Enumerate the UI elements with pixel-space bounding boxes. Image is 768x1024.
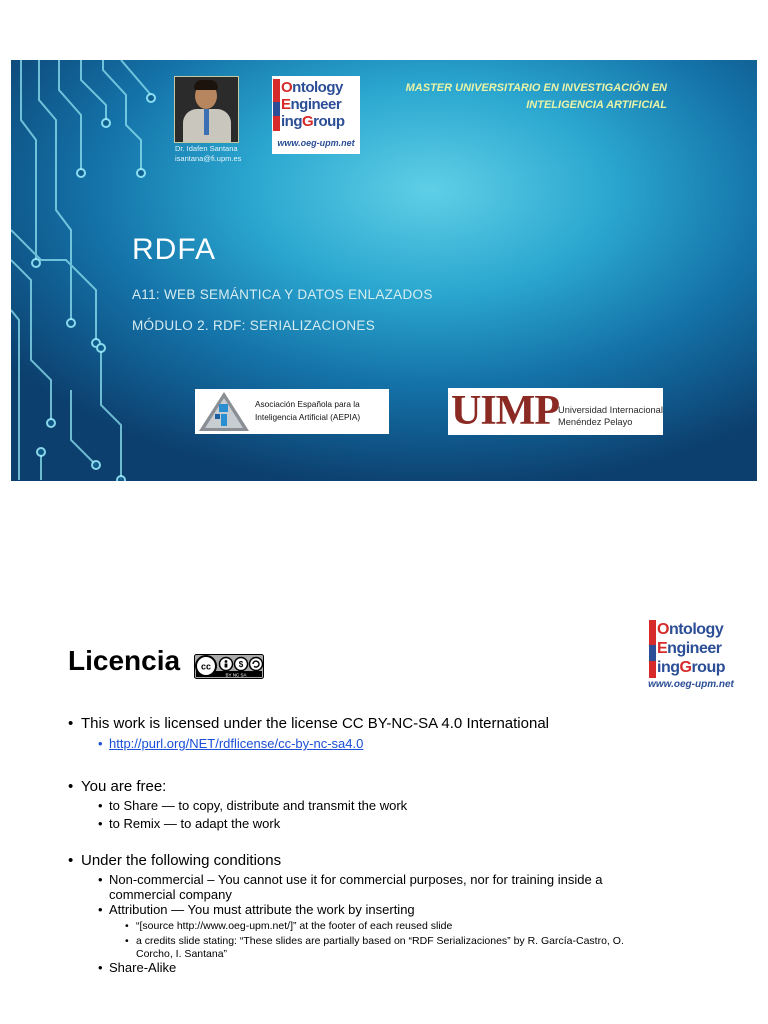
remix-item: • to Remix — to adapt the work bbox=[109, 816, 280, 831]
svg-text:BY NC SA: BY NC SA bbox=[225, 672, 247, 678]
oeg-url: www.oeg-upm.net bbox=[648, 679, 734, 690]
license-link[interactable]: • http://purl.org/NET/rdflicense/cc-by-nc-sa4.0 bbox=[109, 736, 363, 751]
share-item: • to Share — to copy, distribute and transmit the work bbox=[109, 798, 407, 813]
free-heading: • You are free: bbox=[81, 778, 166, 795]
title-slide bbox=[11, 60, 757, 481]
noncommercial-item: • Non-commercial – You cannot use it for commercial purposes, nor for training inside a bbox=[109, 872, 603, 887]
license-slide bbox=[0, 560, 768, 1024]
license-title: Licencia bbox=[68, 645, 181, 676]
svg-text:$: $ bbox=[238, 660, 244, 669]
cc-by-nc-sa-badge-icon bbox=[194, 654, 264, 679]
slide-title: RDFA bbox=[132, 233, 217, 266]
aepia-logo: Asociación Española para la Inteligencia Artificial (AEPIA) bbox=[195, 389, 389, 434]
attribution-footer-item: • “[source http://www.oeg-upm.net/]” at the footer of each reused slide bbox=[136, 920, 452, 932]
attribution-credits-item-cont: Corcho, I. Santana” bbox=[136, 948, 228, 960]
author-name: Dr. Idafen Santana bbox=[175, 144, 238, 153]
course-subtitle: A11: WEB SEMÁNTICA Y DATOS ENLAZADOS bbox=[132, 287, 433, 302]
conditions-heading: • Under the following conditions bbox=[81, 852, 281, 869]
oeg-logo: Ontology Engineer ingGroup www.oeg-upm.net bbox=[272, 76, 360, 154]
author-info bbox=[175, 144, 241, 164]
attribution-item: • Attribution — You must attribute the work by inserting bbox=[109, 902, 415, 917]
uimp-logo: UIMP Universidad Internacional Menéndez Pelayo bbox=[448, 388, 663, 435]
noncommercial-item-cont: commercial company bbox=[109, 887, 232, 902]
module-subtitle: MÓDULO 2. RDF: SERIALIZACIONES bbox=[132, 318, 376, 333]
oeg-url: www.oeg-upm.net bbox=[277, 138, 355, 148]
author-photo bbox=[174, 76, 239, 143]
license-statement: • This work is licensed under the license CC BY-NC-SA 4.0 International bbox=[81, 715, 549, 732]
sharealike-item: • Share-Alike bbox=[109, 960, 176, 975]
attribution-credits-item: • a credits slide stating: “These slides are partially based on “RDF Serializaciones” by R. García-Castro, O. bbox=[136, 935, 624, 947]
author-email: isantana@fi.upm.es bbox=[175, 154, 242, 163]
oeg-logo: Ontology Engineer ingGroup www.oeg-upm.net bbox=[647, 616, 737, 696]
aepia-triangle-icon bbox=[197, 390, 251, 433]
master-program: MASTER UNIVERSITARIO EN INVESTIGACIÓN EN INTELIGENCIA ARTIFICIAL bbox=[405, 82, 667, 111]
svg-text:cc: cc bbox=[200, 661, 212, 672]
